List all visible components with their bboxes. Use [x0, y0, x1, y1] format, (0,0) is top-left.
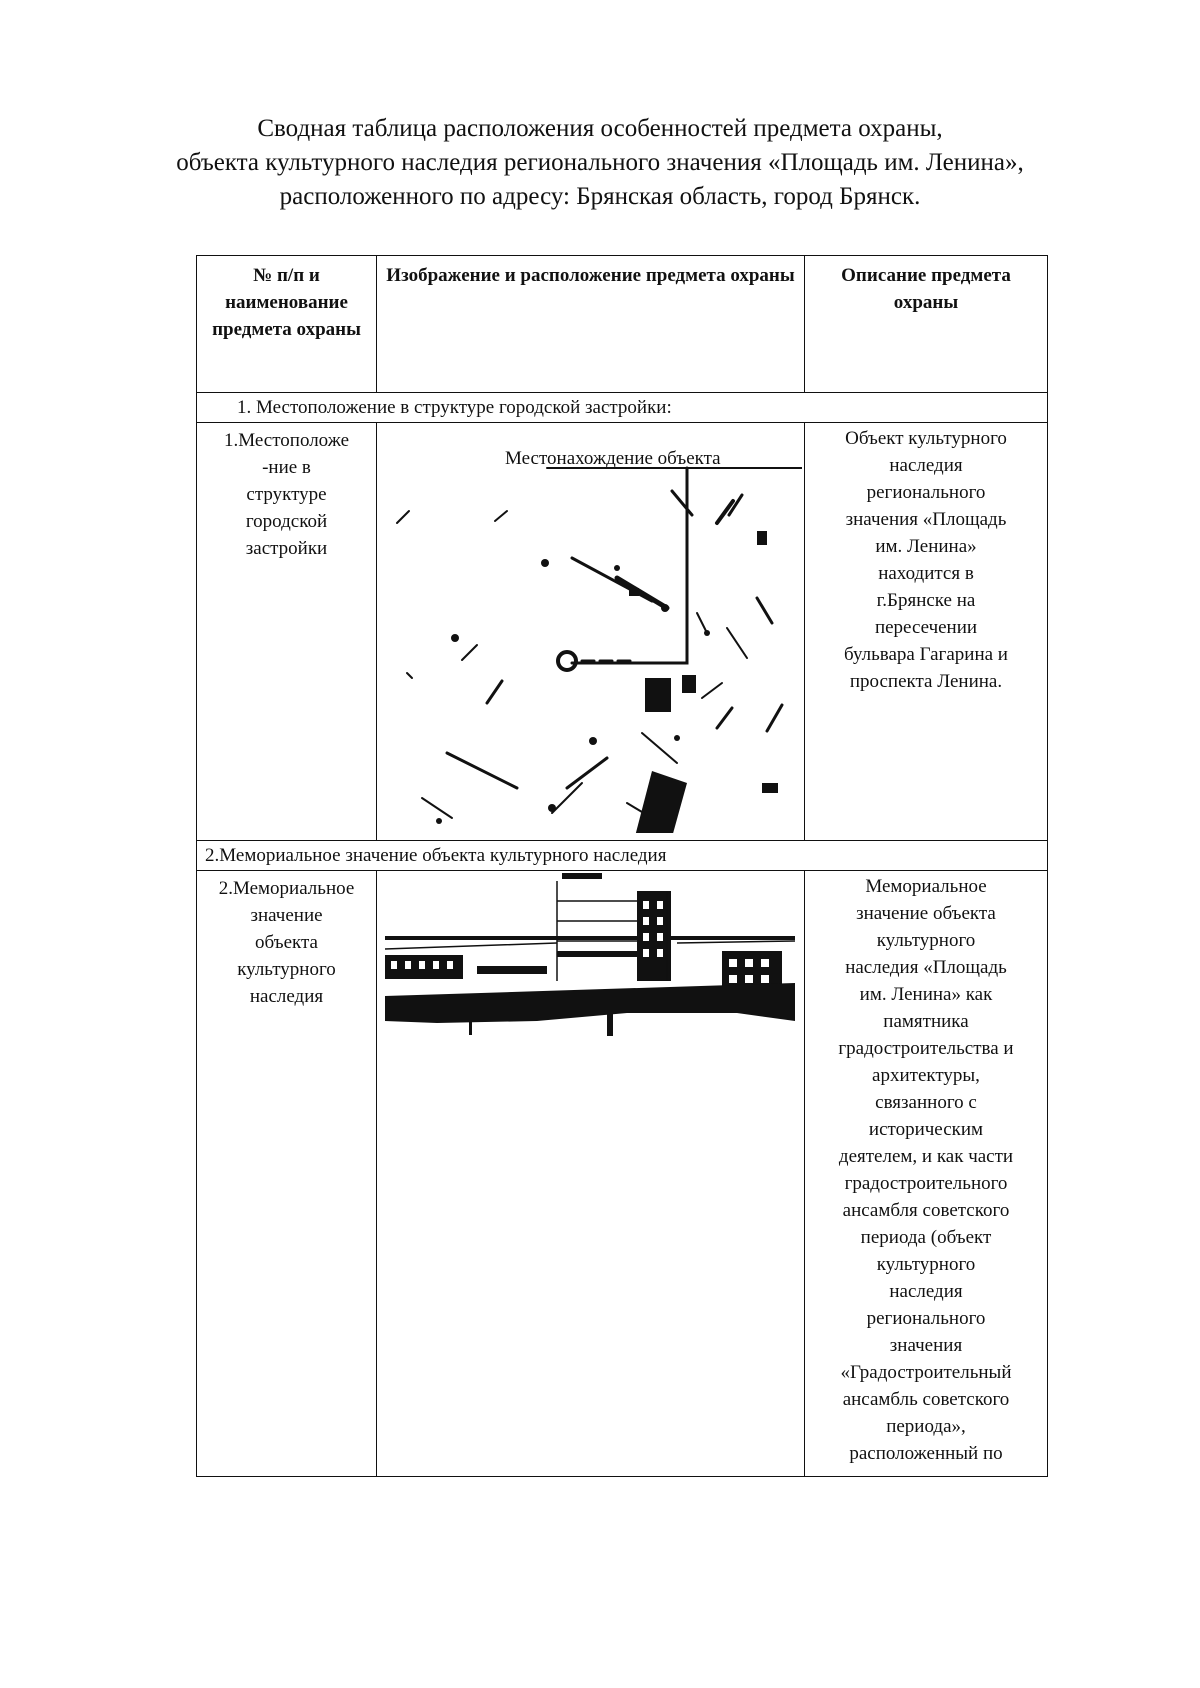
section-row-2	[197, 841, 1048, 871]
section-row-1	[197, 393, 1048, 423]
table-row	[197, 423, 1048, 841]
header-description: Описание предмета охраны	[805, 256, 1048, 393]
item-name-1: 1.Местоположе -ние в структуре городской застройки	[197, 423, 377, 841]
header-image: Изображение и расположение предмета охраны	[377, 256, 805, 393]
map-caption: Местонахождение объекта	[505, 448, 721, 469]
title-line-3: расположенного по адресу: Брянская область, город Брянск.	[279, 183, 921, 210]
title-line-2: объекта культурного наследия регионального значения «Площадь им. Ленина»,	[176, 149, 1024, 176]
section-heading-2: 2.Мемориальное значение объекта культурного наследия	[197, 841, 1048, 871]
item-name-2: 2.Мемориальное значение объекта культурного наследия	[197, 871, 377, 1477]
document-title	[80, 112, 1120, 214]
protection-table	[196, 255, 1048, 1477]
table-row	[197, 871, 1048, 1477]
square-photo-image	[377, 871, 804, 1041]
header-number-name: № п/п и наименование предмета охраны	[197, 256, 377, 393]
item-description-1: Объект культурного наследия регионального значения «Площадь им. Ленина» находится в г.Брянске на пересечении бульвара Гагарина и проспекта Ленина.	[805, 423, 1048, 841]
location-map-image	[377, 423, 802, 833]
table-header-row	[197, 256, 1048, 393]
item-description-2: Мемориальное значение объекта культурного наследия «Площадь им. Ленина» как памятника градостроительства и архитектуры, связанного с историческим деятелем, и как части градостроительного ансамбля советского периода (объект культурного наследия регионального значения «Градостроительный ансамбль советского периода», расположенный по	[805, 871, 1048, 1477]
section-heading-1: 1. Местоположение в структуре городской застройки:	[197, 393, 1048, 423]
square-photo-cell	[377, 871, 805, 1477]
location-map-cell	[377, 423, 805, 841]
title-line-1: Сводная таблица расположения особенностей предмета охраны,	[257, 115, 943, 142]
